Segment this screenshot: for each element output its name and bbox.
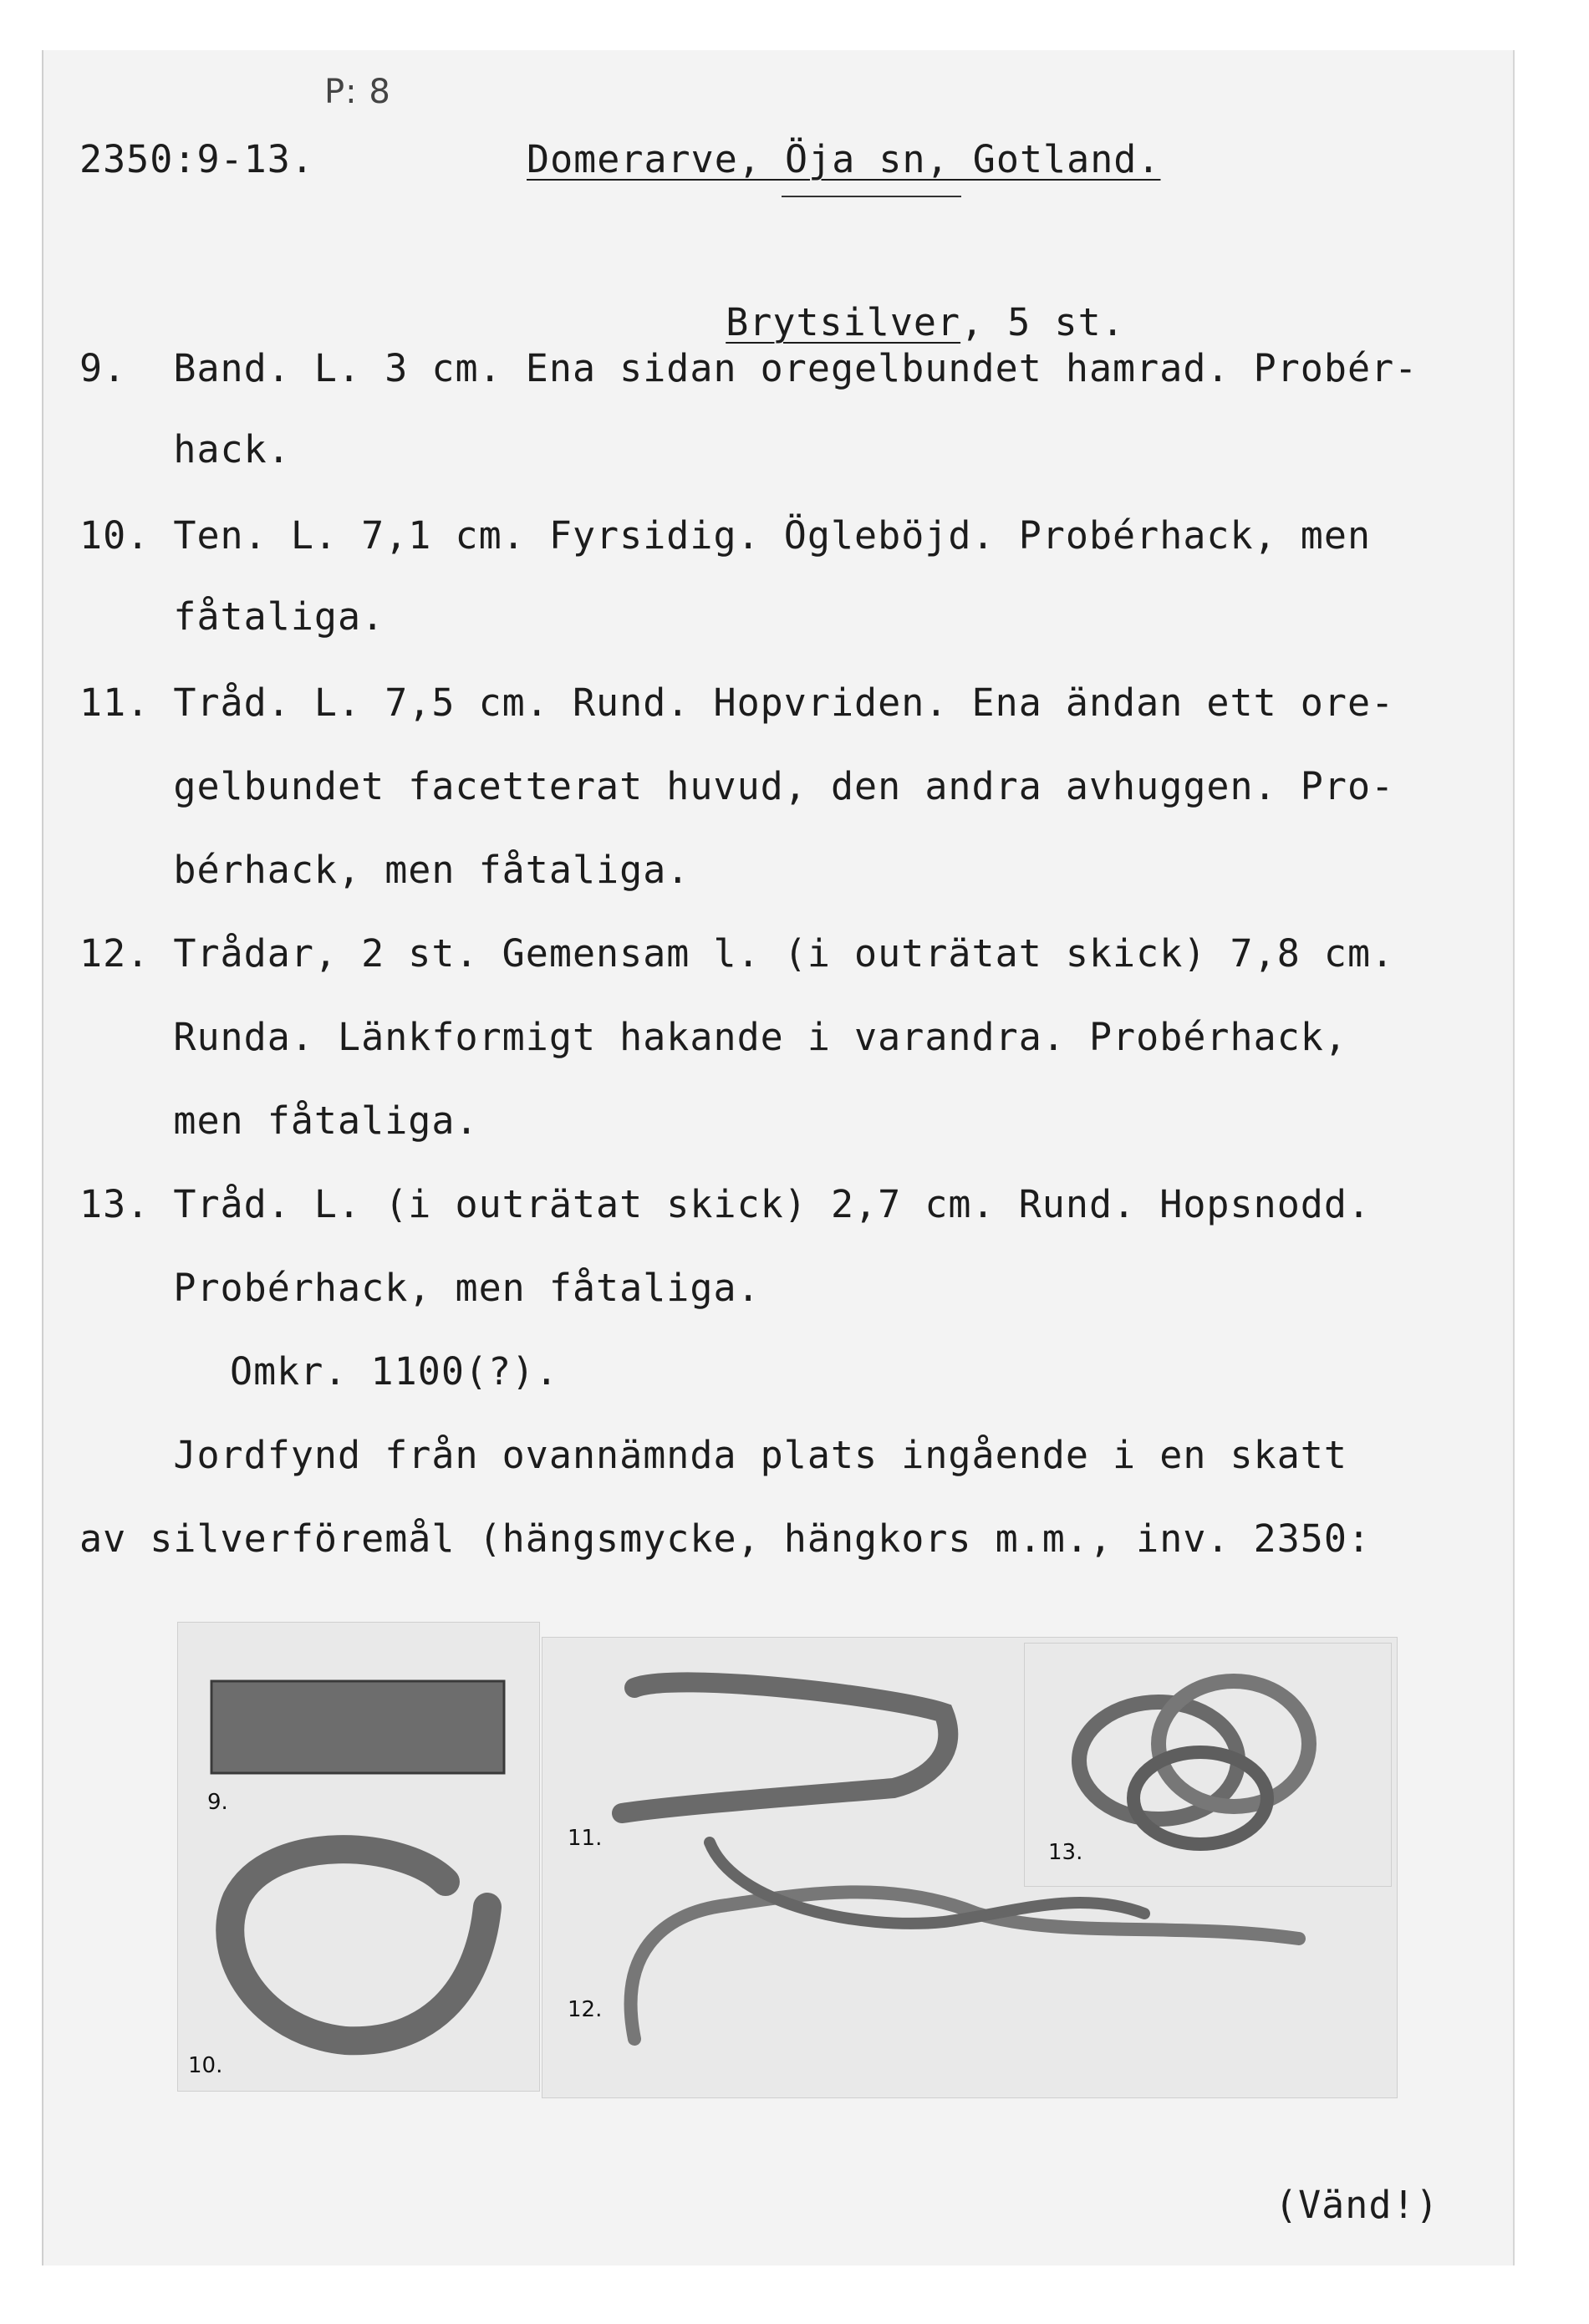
item-12-line-2: Runda. Länkformigt hakande i varandra. Probérhack, — [79, 1015, 1347, 1059]
label-11: 11. — [568, 1826, 603, 1851]
item-11-line-1: 11. Tråd. L. 7,5 cm. Rund. Hopvriden. Ena ändan ett ore- — [79, 680, 1395, 725]
photo-items-9-10 — [177, 1622, 540, 2092]
twisted-wire — [622, 1682, 948, 1813]
object-type-label: Brytsilver — [726, 300, 961, 344]
item-13-line-1: 13. Tråd. L. (i outrätat skick) 2,7 cm. Rund. Hopsnodd. — [79, 1182, 1372, 1226]
object-type-count: , 5 st. — [960, 300, 1125, 344]
band-fragment — [211, 1681, 504, 1773]
item-9-line-1: 9. Band. L. 3 cm. Ena sidan oregelbundet hamrad. Probér- — [79, 346, 1418, 390]
photo-item-13 — [1024, 1643, 1392, 1887]
label-10: 10. — [188, 2053, 223, 2078]
item-13-line-2: Probérhack, men fåtaliga. — [79, 1266, 761, 1310]
photo-items-9-10-drawing — [178, 1623, 539, 2091]
object-type — [679, 266, 1125, 344]
header-rule — [782, 196, 961, 197]
turn-over-note: (Vänd!) — [1275, 2183, 1439, 2227]
find-location: Domerarve, Öja sn, Gotland. — [527, 137, 1161, 181]
page-mark: P: 8 — [324, 73, 391, 111]
bent-rod — [230, 1849, 487, 2041]
find-text-line-1: Jordfynd från ovannämnda plats ingående i en skatt — [79, 1433, 1347, 1477]
item-12-line-3: men fåtaliga. — [79, 1098, 479, 1143]
item-9-line-2: hack. — [79, 427, 291, 471]
item-11-line-2: gelbundet facetterat huvud, den andra avhuggen. Pro- — [79, 764, 1395, 808]
label-12: 12. — [568, 1997, 603, 2022]
item-10-line-2: fåtaliga. — [79, 594, 385, 639]
inventory-number: 2350:9-13. — [79, 137, 314, 181]
item-12-line-1: 12. Trådar, 2 st. Gemensam l. (i outrätat skick) 7,8 cm. — [79, 931, 1395, 976]
dating: Omkr. 1100(?). — [230, 1349, 559, 1394]
label-13: 13. — [1048, 1840, 1083, 1865]
find-text-line-2: av silverföremål (hängsmycke, hängkors m.m., inv. 2350: — [79, 1516, 1372, 1561]
label-9: 9. — [207, 1790, 228, 1815]
item-11-line-3: bérhack, men fåtaliga. — [79, 848, 690, 892]
item-10-line-1: 10. Ten. L. 7,1 cm. Fyrsidig. Ögleböjd. Probérhack, men — [79, 513, 1372, 558]
